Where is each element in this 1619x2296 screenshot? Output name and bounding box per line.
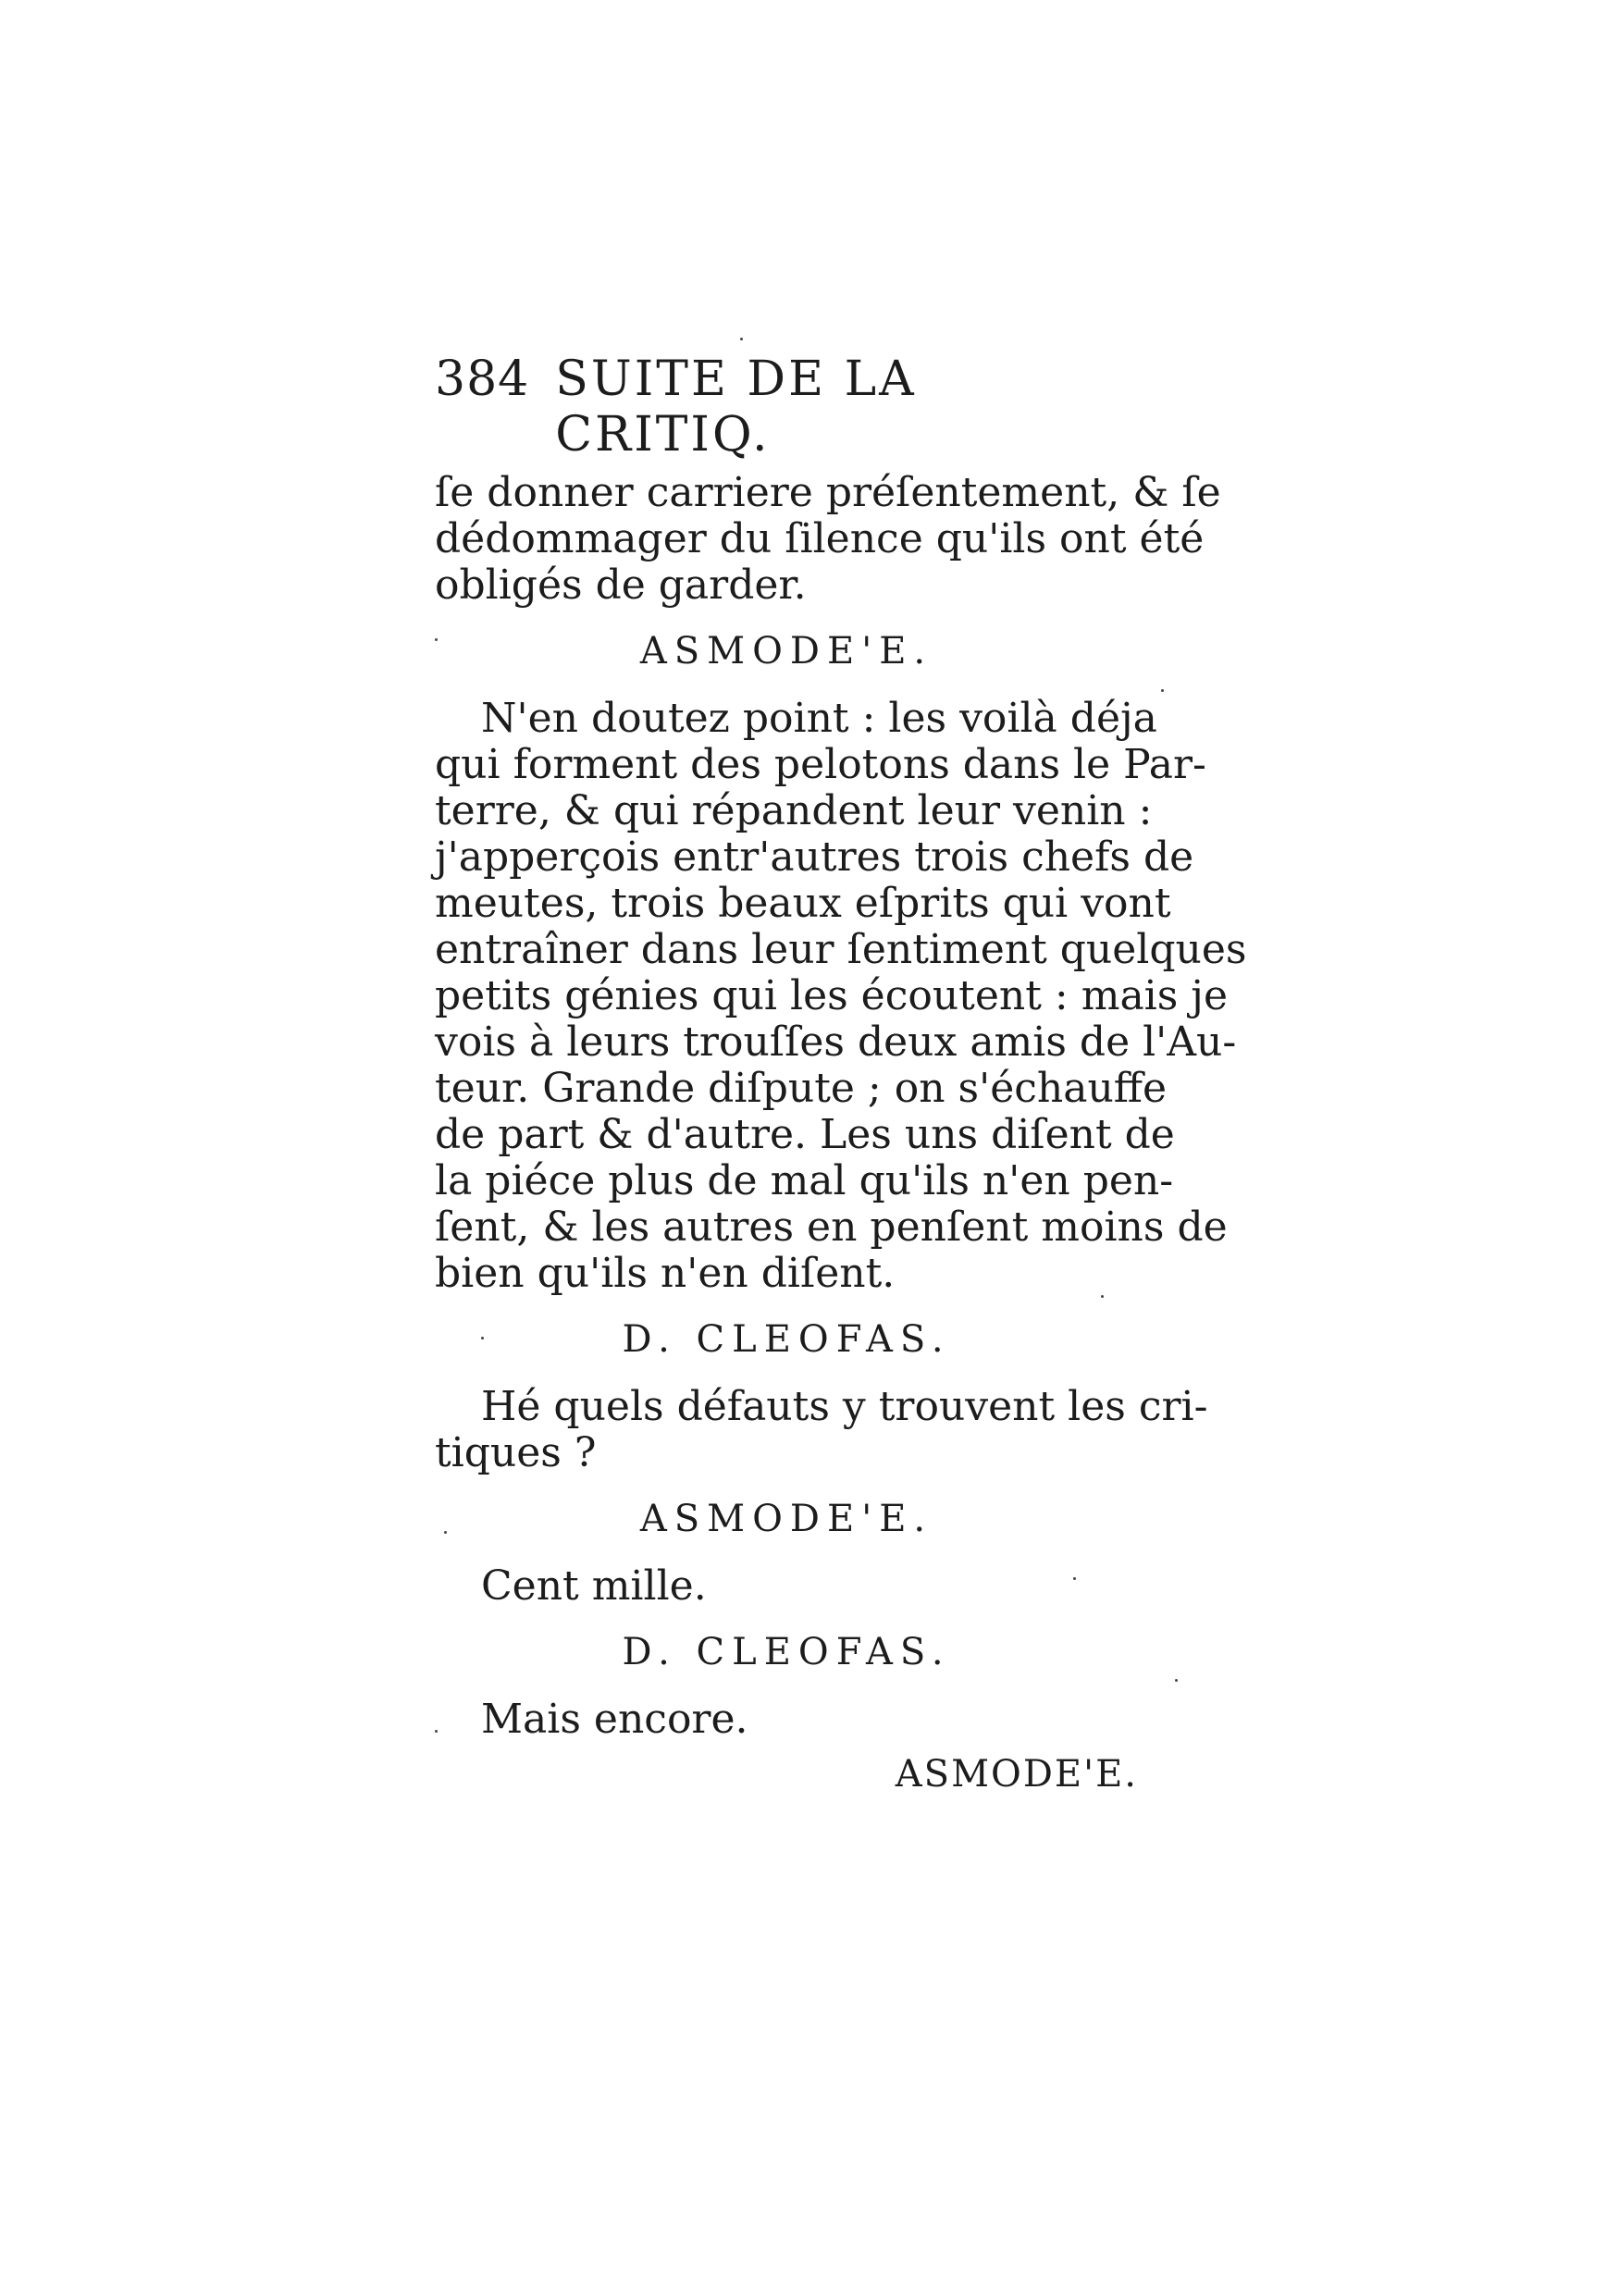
text-line: ſe donner carriere préſentement, & ſe (435, 469, 1221, 516)
text-line: Hé quels défauts y trouvent les cri- (481, 1383, 1208, 1430)
scan-speck (1073, 1577, 1076, 1580)
text-line: qui forment des pelotons dans le Par- (435, 741, 1206, 788)
text-line: Mais encore. (481, 1696, 748, 1743)
scan-speck (435, 638, 438, 641)
text-line: teur. Grande diſpute ; on s'échauffe (435, 1065, 1168, 1112)
text-line: obligés de garder. (435, 562, 807, 609)
scan-speck (444, 1531, 447, 1534)
speaker-name: ASMODE'E. (639, 630, 933, 673)
text-line: meutes, trois beaux eſprits qui vont (435, 880, 1171, 927)
running-title: SUITE DE LA CRITIQ. (555, 352, 917, 463)
text-line: terre, & qui répandent leur venin : (435, 787, 1153, 834)
scan-speck (1101, 1295, 1104, 1298)
scan-speck (1161, 689, 1164, 692)
page-number: 384 (435, 352, 530, 407)
text-line: entraîner dans leur ſentiment quelques (435, 926, 1247, 973)
scan-speck (740, 338, 743, 340)
speech-paragraph (435, 695, 1247, 1297)
speech-paragraph (435, 1383, 1208, 1476)
text-line: petits génies qui les écoutent : mais je (435, 972, 1228, 1019)
text-line: la piéce plus de mal qu'ils n'en pen- (435, 1157, 1174, 1204)
speaker-name: ASMODE'E. (639, 1498, 933, 1540)
text-line: Cent mille. (481, 1562, 707, 1610)
text-line: ſent, & les autres en penſent moins de (435, 1204, 1228, 1251)
text-line: de part & d'autre. Les uns diſent de (435, 1111, 1175, 1158)
running-head (435, 352, 1138, 463)
catchword: ASMODE'E. (895, 1753, 1138, 1796)
text-line: vois à leurs trouſſes deux amis de l'Au- (435, 1018, 1237, 1066)
speech-paragraph (435, 1697, 1138, 1743)
text-block (435, 352, 1247, 1796)
scan-speck (435, 1730, 438, 1733)
text-line: N'en doutez point : les voilà déja (481, 695, 1157, 742)
speech-paragraph (435, 1563, 1138, 1610)
text-line: j'apperçois entr'autres trois chefs de (435, 833, 1194, 881)
scan-speck (481, 1337, 484, 1339)
text-line: tiques ? (435, 1429, 597, 1476)
speaker-name: D. CLEOFAS. (622, 1318, 951, 1361)
text-line: bien qu'ils n'en diſent. (435, 1250, 896, 1297)
speaker-name: D. CLEOFAS. (622, 1631, 951, 1673)
text-line: dédommager du ſilence qu'ils ont été (435, 515, 1205, 562)
scan-speck (1175, 1679, 1178, 1682)
continuation-paragraph (435, 469, 1221, 609)
